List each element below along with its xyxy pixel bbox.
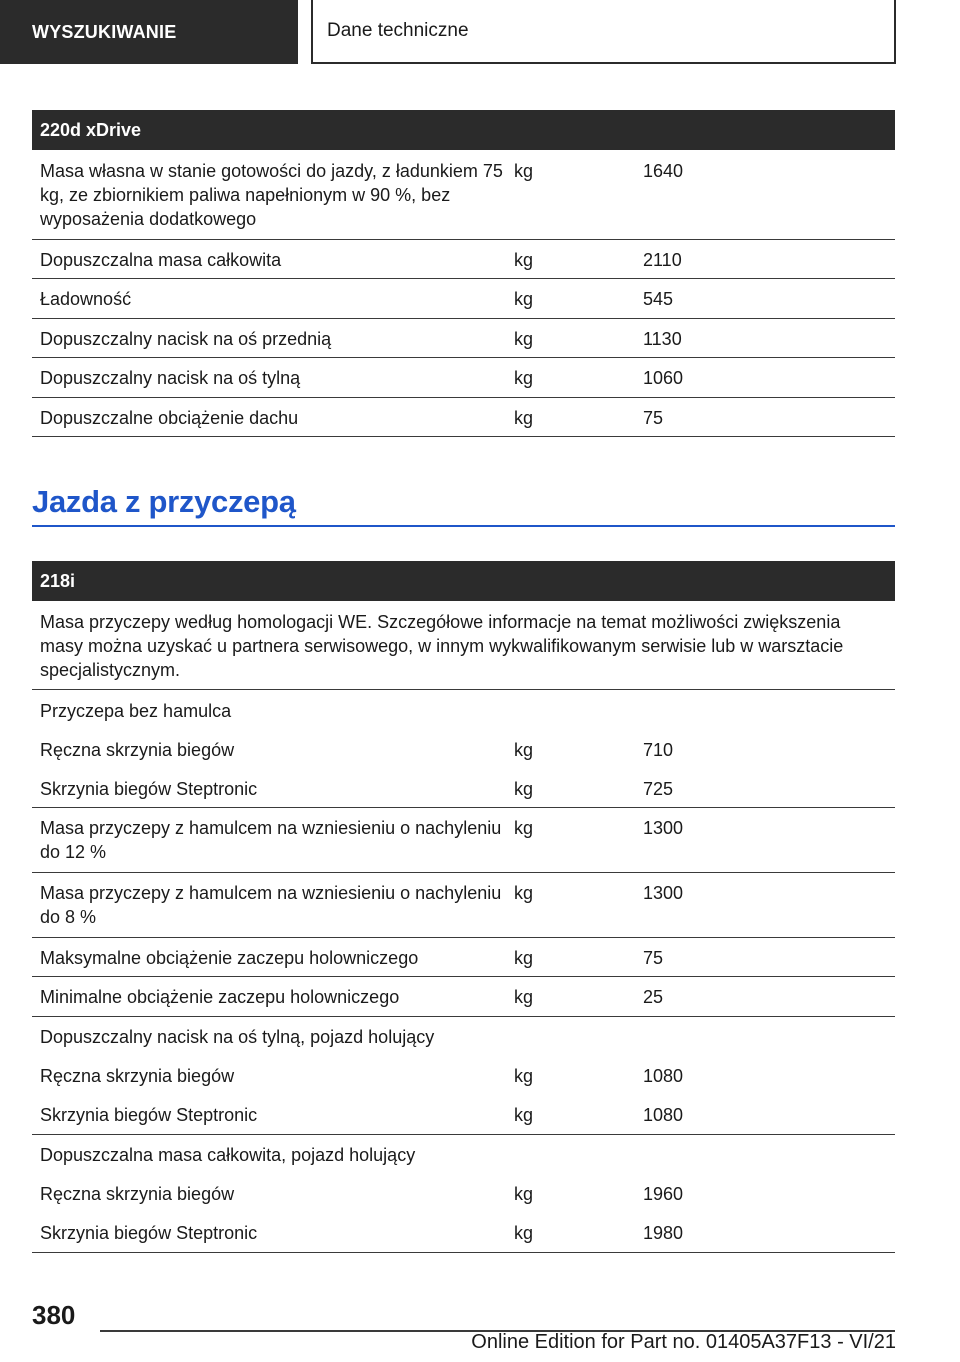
- row-label: Maksymalne obciążenie zaczepu holowniczego: [40, 948, 419, 968]
- row-value: 75: [643, 948, 664, 968]
- table-row: [32, 1017, 895, 1056]
- row-value: 1980: [643, 1223, 684, 1243]
- table-row: [32, 279, 895, 319]
- row-value: 1640: [643, 161, 684, 181]
- row-value: 1080: [643, 1105, 684, 1125]
- row-label: Ręczna skrzynia biegów: [40, 740, 235, 760]
- row-value: 25: [643, 987, 664, 1007]
- row-label: Minimalne obciążenie zaczepu holowniczego: [40, 987, 400, 1007]
- table-header: [32, 110, 895, 150]
- row-label: Dopuszczalny nacisk na oś tylną, pojazd holujący: [40, 1027, 435, 1047]
- row-value: 1080: [643, 1066, 684, 1086]
- row-value: 1960: [643, 1184, 684, 1204]
- table-row: [32, 873, 895, 938]
- table-header: [32, 561, 895, 601]
- row-value: 1130: [643, 329, 682, 349]
- row-label: Masa własna w stanie gotowości do jazdy, z ładunkiem 75 kg, ze zbiornikiem paliwa napełnionym w 90 %, bez wyposażenia dodatkowego: [40, 161, 503, 229]
- row-unit: kg: [514, 1066, 534, 1086]
- table-row: [32, 358, 895, 398]
- search-label: WYSZUKIWANIE: [32, 21, 177, 42]
- row-label: Skrzynia biegów Steptronic: [40, 1223, 258, 1243]
- table-row: [32, 938, 895, 977]
- table-row: [32, 977, 895, 1017]
- row-unit: kg: [514, 250, 534, 270]
- row-value: [643, 699, 895, 729]
- row-value: [643, 1025, 895, 1056]
- row-value: 75: [643, 408, 664, 428]
- row-label: Dopuszczalna masa całkowita: [40, 250, 282, 270]
- row-unit: kg: [514, 779, 534, 799]
- table-row: [32, 768, 895, 808]
- table-row: [32, 319, 895, 358]
- table-row: [32, 398, 895, 437]
- row-value: 1300: [643, 818, 684, 838]
- row-label: Masa przyczepy z hamulcem na wzniesieniu o nachyleniu do 8 %: [40, 883, 502, 927]
- table-note: Masa przyczepy według homologacji WE. Szczegółowe informacje na temat możliwości zwiększenia masy można uzyskać u partnera serwisowego, w innym wykwalifikowanym serwisie lub w warsztacie specjalistycznym.: [40, 612, 844, 680]
- row-value: 1300: [643, 883, 684, 903]
- row-unit: kg: [514, 289, 534, 309]
- row-value: 710: [643, 740, 674, 760]
- row-unit: kg: [514, 883, 534, 903]
- table-row: [32, 1213, 895, 1253]
- row-unit: kg: [514, 408, 534, 428]
- edition-note: Online Edition for Part no. 01405A37F13 - VI/21: [471, 1331, 896, 1353]
- table-row: [32, 240, 895, 279]
- row-label: Dopuszczalna masa całkowita, pojazd holujący: [40, 1145, 416, 1165]
- row-unit: kg: [514, 987, 534, 1007]
- top-bar: [0, 0, 960, 66]
- table-row: [32, 690, 895, 729]
- row-unit: kg: [514, 818, 534, 838]
- row-label: Skrzynia biegów Steptronic: [40, 779, 258, 799]
- row-unit: kg: [514, 948, 534, 968]
- row-label: Dopuszczalny nacisk na oś przednią: [40, 329, 332, 349]
- breadcrumb-label: Dane techniczne: [327, 20, 469, 41]
- row-unit: kg: [514, 1184, 534, 1204]
- row-label: Dopuszczalny nacisk na oś tylną: [40, 368, 301, 388]
- table-title: 220d xDrive: [40, 119, 142, 140]
- row-label: Ręczna skrzynia biegów: [40, 1066, 235, 1086]
- breadcrumb[interactable]: [311, 0, 896, 64]
- section-divider: [32, 525, 895, 527]
- row-label: Ładowność: [40, 289, 132, 309]
- row-label: Dopuszczalne obciążenie dachu: [40, 408, 299, 428]
- row-label: Skrzynia biegów Steptronic: [40, 1105, 258, 1125]
- row-unit: kg: [514, 161, 534, 181]
- table-row: [32, 808, 895, 873]
- table-title: 218i: [40, 570, 76, 591]
- spec-table-220d-xdrive: [32, 110, 895, 437]
- spec-table-218i: [32, 561, 895, 1253]
- row-unit: kg: [514, 740, 534, 760]
- table-row: [32, 1056, 895, 1095]
- page-number: 380: [32, 1300, 76, 1330]
- row-label: Przyczepa bez hamulca: [40, 701, 232, 721]
- row-unit: [514, 1025, 643, 1056]
- table-row: [32, 1135, 895, 1174]
- section-title: Jazda z przyczepą: [32, 484, 296, 519]
- row-label: Ręczna skrzynia biegów: [40, 1184, 235, 1204]
- row-unit: kg: [514, 1105, 534, 1125]
- row-value: 545: [643, 289, 674, 309]
- search-button[interactable]: [0, 0, 298, 64]
- row-unit: kg: [514, 1223, 534, 1243]
- row-unit: [514, 1143, 643, 1174]
- table-note-row: [32, 601, 895, 690]
- table-row: [32, 1095, 895, 1135]
- row-value: 1060: [643, 368, 684, 388]
- row-unit: [514, 699, 643, 729]
- row-value: 2110: [643, 250, 682, 270]
- table-row: [32, 729, 895, 768]
- table-row: [32, 1174, 895, 1213]
- table-row: [32, 150, 895, 240]
- row-value: 725: [643, 779, 674, 799]
- row-unit: kg: [514, 368, 534, 388]
- row-label: Masa przyczepy z hamulcem na wzniesieniu o nachyleniu do 12 %: [40, 818, 502, 862]
- row-value: [643, 1143, 895, 1174]
- row-unit: kg: [514, 329, 534, 349]
